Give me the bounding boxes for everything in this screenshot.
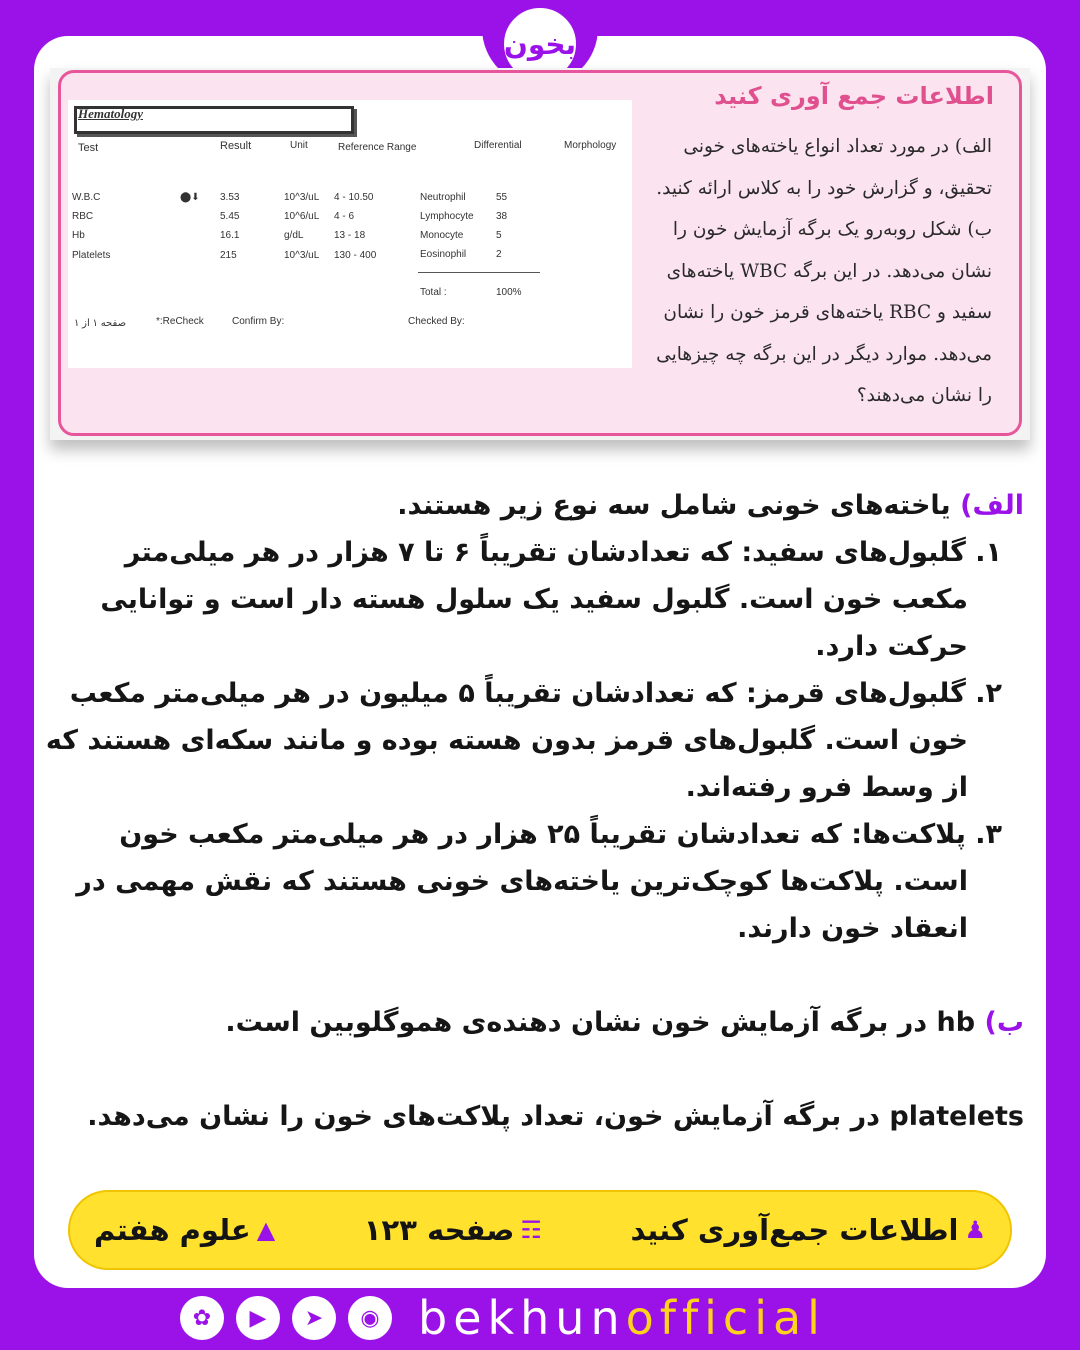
row-test: W.B.C: [72, 192, 101, 203]
low-flag-icon: ⬤⬇: [180, 192, 200, 203]
spacer: [40, 952, 1024, 999]
aparat-icon[interactable]: ✿: [180, 1296, 224, 1340]
lab-title: Hematology: [78, 106, 143, 121]
answer-b: [40, 999, 1024, 1046]
answer-a-label: الف): [960, 490, 1024, 521]
youtube-icon[interactable]: ▶: [236, 1296, 280, 1340]
row-result: 16.1: [220, 230, 240, 241]
header-test: Test: [78, 142, 99, 154]
header-unit: Unit: [290, 140, 308, 151]
answer-a-intro: یاخته‌های خونی شامل سه نوع زیر هستند.: [397, 490, 951, 521]
total-divider: [418, 272, 540, 273]
confirm-label: Confirm By:: [232, 316, 285, 327]
row-result: 3.53: [220, 192, 240, 203]
brand-main: bekhun: [418, 1291, 626, 1345]
page-label: صفحه ۱۲۳: [363, 1213, 515, 1247]
row-result: 215: [220, 250, 237, 261]
answer-c: platelets در برگه آزمایش خون، تعداد پلاکت‌های خون را نشان می‌دهد.: [87, 1101, 1024, 1132]
instagram-icon[interactable]: ◉: [348, 1296, 392, 1340]
diff-name: Monocyte: [420, 230, 464, 241]
row-unit: 10^3/uL: [284, 192, 320, 203]
brand-accent: official: [625, 1291, 826, 1345]
subject-item: [94, 1213, 275, 1247]
row-unit: 10^3/uL: [284, 250, 320, 261]
social-footer: [180, 1292, 826, 1344]
open-book-icon: ☶: [520, 1216, 542, 1244]
teacher-icon: ♟: [964, 1216, 986, 1244]
row-test: Hb: [72, 230, 85, 241]
topic-item: [630, 1213, 986, 1247]
total-value: 100%: [496, 287, 522, 298]
page-item: [364, 1213, 542, 1247]
row-result: 5.45: [220, 211, 240, 222]
header-differential: Differential: [474, 140, 522, 151]
diff-name: Lymphocyte: [420, 211, 474, 222]
telegram-icon[interactable]: ➤: [292, 1296, 336, 1340]
answer-b-text: hb در برگه آزمایش خون نشان دهنده‌ی هموگلوبین است.: [225, 1007, 976, 1038]
diff-value: 2: [496, 249, 502, 260]
row-range: 4 - 10.50: [334, 192, 374, 203]
diff-value: 55: [496, 192, 508, 203]
header-result: Result: [220, 140, 252, 152]
row-range: 13 - 18: [334, 230, 366, 241]
book-text: الف) در مورد تعداد انواع یاخته‌های خونی تحقیق، و گزارش خود را به کلاس ارائه کنید. ب) شکل روبه‌رو یک برگه آزمایش خون را نشان می‌دهد. در این برگه WBC یاخته‌های سفید و RBC یاخته‌های قرمز خون را نشان می‌دهد. موارد دیگر در این برگه چه چیزهایی را نشان می‌دهند؟: [656, 136, 992, 406]
checked-label: Checked By:: [408, 316, 465, 327]
header-morphology: Morphology: [564, 140, 617, 151]
book-title: اطلاعات جمع آوری کنید: [714, 82, 994, 110]
blood-test-sheet: [68, 100, 632, 368]
logo-text: بخون: [503, 27, 577, 61]
row-range: 4 - 6: [334, 211, 355, 222]
graduation-cap-icon: ▲: [256, 1216, 276, 1244]
row-unit: g/dL: [284, 230, 304, 241]
diff-name: Neutrophil: [420, 192, 466, 203]
page-count: صفحه ۱ از ۱: [74, 318, 127, 329]
answer-b-label: ب): [984, 1007, 1024, 1038]
row-test: Platelets: [72, 250, 111, 261]
header-range: Reference Range: [338, 142, 417, 153]
answer-item-1: ۱. گلبول‌های سفید: که تعدادشان تقریباً ۶ تا ۷ هزار در هر میلی‌متر مکعب خون است. گلبول سفید یک سلول هسته دار است و توانایی حرکت دارد.: [100, 537, 1002, 662]
diff-value: 5: [496, 230, 502, 241]
answer-item-2: ۲. گلبول‌های قرمز: که تعدادشان تقریباً ۵ میلیون در هر میلی‌متر مکعب خون است. گلبول‌های قرمز بدون هسته بوده و مانند سکه‌ای هستند که از وسط فرو رفته‌اند.: [45, 678, 1002, 803]
recheck-label: *:ReCheck: [156, 316, 204, 327]
brand-handle[interactable]: [418, 1291, 826, 1345]
topic-label: اطلاعات جمع‌آوری کنید: [630, 1213, 959, 1247]
answer-text: [40, 482, 1024, 1140]
answer-item-3: ۳. پلاکت‌ها: که تعدادشان تقریباً ۲۵ هزار در هر میلی‌متر مکعب خون است. پلاکت‌ها کوچک‌ترین یاخته‌های خونی هستند که نقش مهمی در انعقاد خون دارند.: [76, 819, 1002, 944]
answer-a: [40, 482, 1024, 529]
subject-label: علوم هفتم: [94, 1213, 251, 1247]
row-test: RBC: [72, 211, 94, 222]
row-unit: 10^6/uL: [284, 211, 320, 222]
diff-name: Eosinophil: [420, 249, 467, 260]
spacer: [40, 1046, 1024, 1093]
row-range: 130 - 400: [334, 250, 377, 261]
lesson-info-bar: [68, 1190, 1012, 1270]
total-label: Total :: [420, 287, 447, 298]
diff-value: 38: [496, 211, 508, 222]
